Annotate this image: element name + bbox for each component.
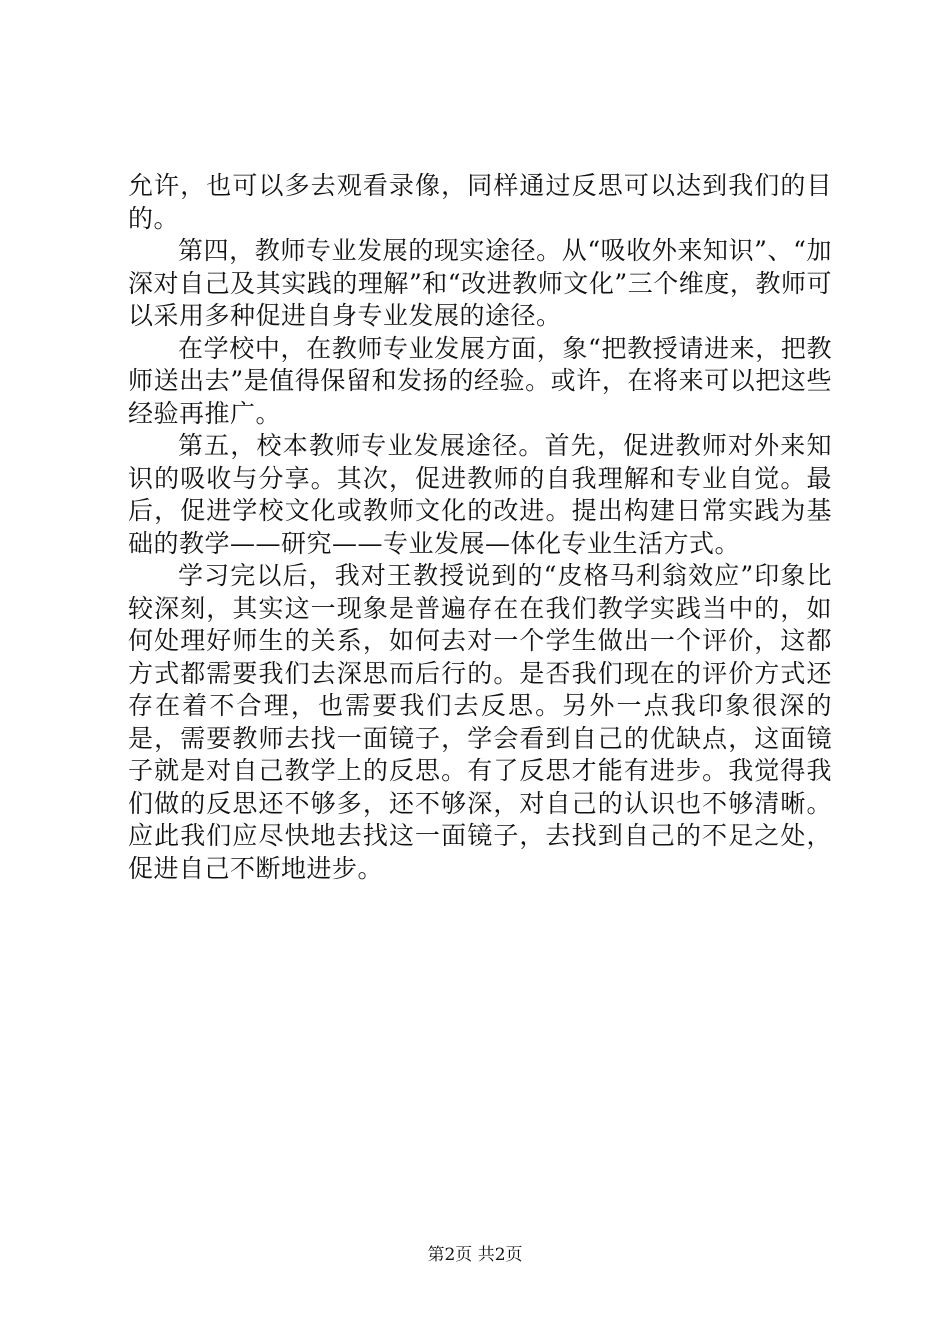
- paragraph-1: 允许，也可以多去观看录像，同样通过反思可以达到我们的目的。: [128, 171, 832, 233]
- body-text: [128, 170, 832, 885]
- paragraph-4: 第五，校本教师专业发展途径。首先，促进教师对外来知识的吸收与分享。其次，促进教师的自我理解和专业自觉。最后，促进学校文化或教师文化的改进。提出构建日常实践为基础的教学——研究——专业发展—体化专业生活方式。: [128, 431, 832, 558]
- page-footer: 第2页 共2页: [427, 1245, 523, 1265]
- paragraph-5: 学习完以后，我对王教授说到的“皮格马利翁效应”印象比较深刻，其实这一现象是普遍存在在我们教学实践当中的，如何处理好师生的关系，如何去对一个学生做出一个评价，这都方式都需要我们去深思而后行的。是否我们现在的评价方式还存在着不合理，也需要我们去反思。另外一点我印象很深的是，需要教师去找一面镜子，学会看到自己的优缺点，这面镜子就是对自己教学上的反思。有了反思才能有进步。我觉得我们做的反思还不够多，还不够深，对自己的认识也不够清晰。应此我们应尽快地去找这一面镜子，去找到自己的不足之处，促进自己不断地进步。: [128, 561, 832, 883]
- paragraph-3: 在学校中，在教师专业发展方面，象“把教授请进来，把教师送出去”是值得保留和发扬的经验。或许，在将来可以把这些经验再推广。: [128, 333, 832, 428]
- paragraph-2: 第四，教师专业发展的现实途径。从“吸收外来知识”、“加深对自己及其实践的理解”和“改进教师文化”三个维度，教师可以采用多种促进自身专业发展的途径。: [128, 236, 832, 330]
